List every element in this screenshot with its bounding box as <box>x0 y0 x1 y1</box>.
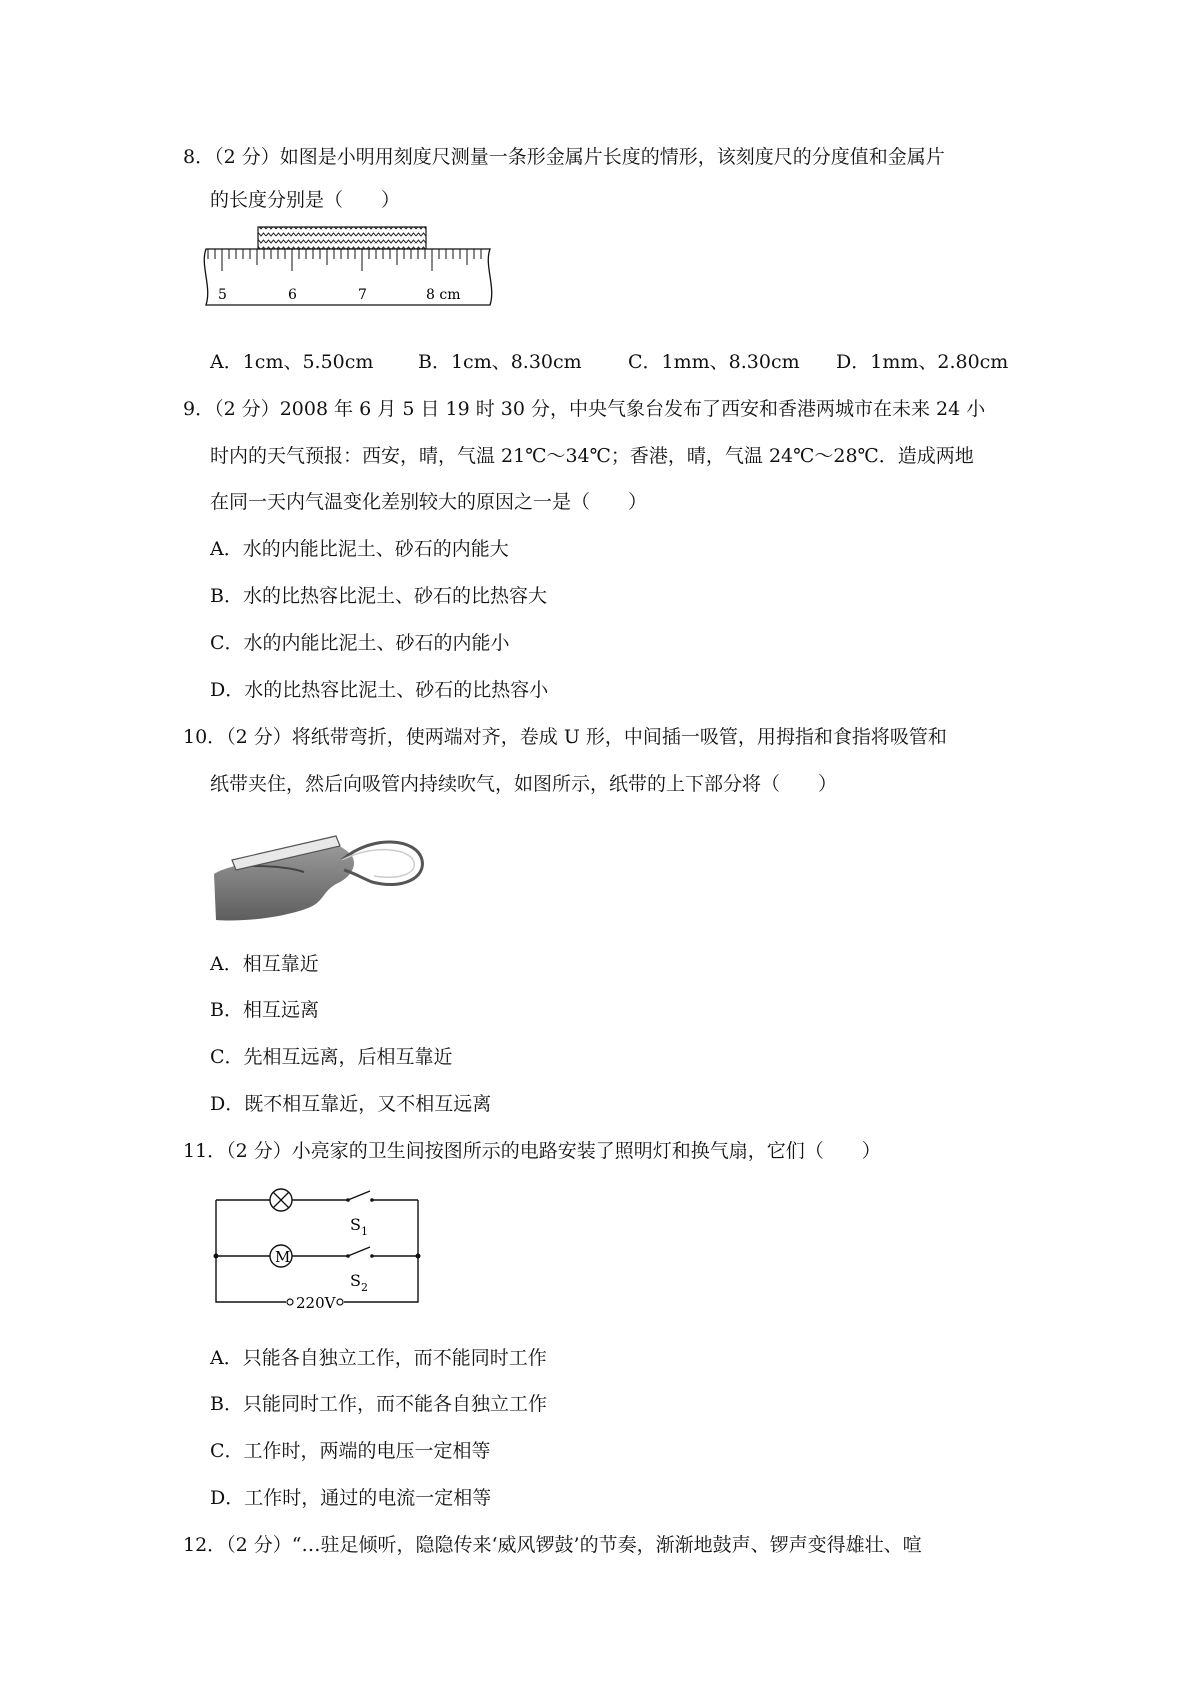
circuit-diagram <box>210 1184 426 1314</box>
q10-stem-line-2: 纸带夹住，然后向吸管内持续吹气，如图所示，纸带的上下部分将（ ） <box>210 773 838 795</box>
q8-stem-line-1: 8．（2 分）如图是小明用刻度尺测量一条形金属片长度的情形，该刻度尺的分度值和金属片 <box>183 146 945 168</box>
q11-option-b[interactable]: B．只能同时工作，而不能各自独立工作 <box>210 1393 547 1415</box>
switch-s2-label: $S_2$ <box>350 1271 368 1294</box>
q11-option-d[interactable]: D．工作时，通过的电流一定相等 <box>210 1487 492 1509</box>
metal-strip <box>258 227 426 249</box>
ruler-label-5: 5 <box>218 287 227 303</box>
ruler-label-6: 6 <box>288 287 297 303</box>
q10-option-b[interactable]: B．相互远离 <box>210 999 319 1021</box>
q9-option-d[interactable]: D．水的比热容比泥土、砂石的比热容小 <box>210 679 549 701</box>
switch-s1 <box>348 1191 370 1200</box>
q9-stem-line-3: 在同一天内气温变化差别较大的原因之一是（ ） <box>210 491 648 513</box>
q11-stem-line-1: 11．（2 分）小亮家的卫生间按图所示的电路安装了照明灯和换气扇，它们（ ） <box>183 1140 881 1162</box>
q8-option-b[interactable]: B．1cm、8.30cm <box>418 351 582 373</box>
q12-stem-line-1: 12．（2 分）“…驻足倾听，隐隐传来‘威风锣鼓’的节奏，渐渐地鼓声、锣声变得雄壮、喧 <box>183 1534 922 1556</box>
ruler-label-7: 7 <box>358 287 367 303</box>
switch-s2 <box>348 1247 370 1256</box>
motor-label: M <box>275 1248 291 1266</box>
q8-stem-line-2: 的长度分别是（ ） <box>210 189 401 211</box>
q10-option-a[interactable]: A．相互靠近 <box>210 953 319 975</box>
paper-strip-straw-figure <box>212 826 434 926</box>
q10-stem-line-1: 10．（2 分）将纸带弯折，使两端对齐，卷成 U 形，中间插一吸管，用拇指和食指将吸管和 <box>183 726 947 748</box>
q9-stem-line-1: 9．（2 分）2008 年 6 月 5 日 19 时 30 分，中央气象台发布了西安和香港两城市在未来 24 小 <box>183 398 986 420</box>
q9-option-a[interactable]: A．水的内能比泥土、砂石的内能大 <box>210 538 509 560</box>
q11-option-a[interactable]: A．只能各自独立工作，而不能同时工作 <box>210 1347 547 1369</box>
q9-option-b[interactable]: B．水的比热容比泥土、砂石的比热容大 <box>210 585 547 607</box>
q10-option-d[interactable]: D．既不相互靠近，又不相互远离 <box>210 1093 492 1115</box>
paper-strip-loop <box>342 842 422 885</box>
q8-option-c[interactable]: C．1mm、8.30cm <box>628 351 800 373</box>
q8-option-d[interactable]: D．1mm、2.80cm <box>836 351 1009 373</box>
ruler-label-8cm: 8 cm <box>426 287 461 303</box>
q9-option-c[interactable]: C．水的内能比泥土、砂石的内能小 <box>210 632 510 654</box>
voltage-label: 220V <box>296 1294 336 1312</box>
q11-option-c[interactable]: C．工作时，两端的电压一定相等 <box>210 1440 491 1462</box>
q10-option-c[interactable]: C．先相互远离，后相互靠近 <box>210 1046 453 1068</box>
q9-stem-line-2: 时内的天气预报：西安，晴，气温 21℃～34℃；香港，晴，气温 24℃～28℃．造成两地 <box>210 445 974 467</box>
switch-s1-label: $S_1$ <box>350 1215 368 1238</box>
q8-option-a[interactable]: A．1cm、5.50cm <box>210 351 374 373</box>
ruler-figure <box>196 225 496 309</box>
